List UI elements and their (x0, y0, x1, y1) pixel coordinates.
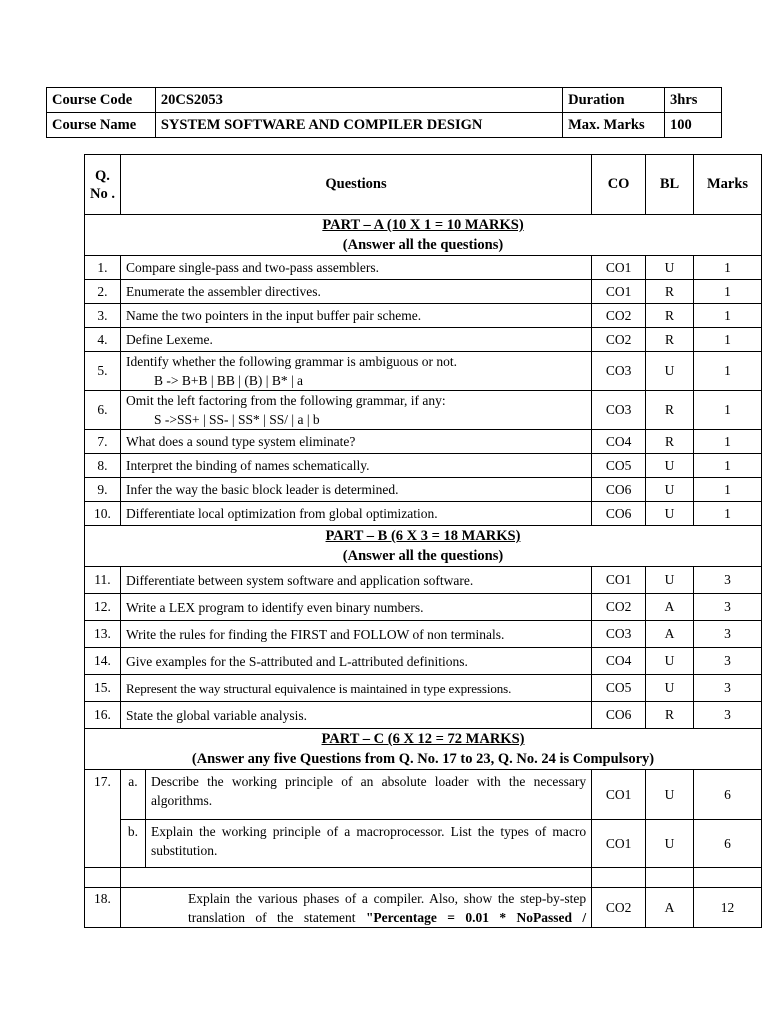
question-text: Write a LEX program to identify even binary numbers. (120, 594, 591, 621)
question-bl: U (646, 352, 694, 391)
part-a-header (85, 215, 762, 256)
question-bl: U (646, 820, 694, 868)
co-header: CO (592, 155, 646, 215)
empty-cell (120, 868, 591, 888)
question-co: CO5 (592, 454, 646, 478)
question-co: CO4 (592, 648, 646, 675)
question-co: CO5 (592, 675, 646, 702)
question-text (120, 888, 591, 928)
question-row (85, 648, 762, 675)
question-number: 7. (85, 430, 121, 454)
course-info-table (46, 87, 722, 138)
question-marks: 1 (694, 454, 762, 478)
question-text: State the global variable analysis. (120, 702, 591, 729)
course-code: 20CS2053 (155, 88, 562, 113)
question-number: 3. (85, 304, 121, 328)
question-co: CO6 (592, 702, 646, 729)
question-marks: 3 (694, 648, 762, 675)
question-row (85, 391, 762, 430)
question-row (85, 702, 762, 729)
question-co: CO2 (592, 594, 646, 621)
question-number: 17. (85, 770, 121, 868)
question-number: 4. (85, 328, 121, 352)
question-bl: A (646, 594, 694, 621)
question-text: Enumerate the assembler directives. (120, 280, 591, 304)
duration-label: Duration (563, 88, 665, 113)
question-marks: 1 (694, 478, 762, 502)
question-bl: U (646, 648, 694, 675)
question-bl: U (646, 770, 694, 820)
duration: 3hrs (665, 88, 722, 113)
question-co: CO1 (592, 280, 646, 304)
question-text: Give examples for the S-attributed and L-attributed definitions. (120, 648, 591, 675)
question-bl: U (646, 502, 694, 526)
question-text: Differentiate between system software and application software. (120, 567, 591, 594)
subquestion-label: a. (120, 770, 145, 820)
question-text: Explain the working principle of a macroprocessor. List the types of macro substitution. (145, 820, 591, 868)
question-text (120, 391, 591, 430)
question-marks: 3 (694, 567, 762, 594)
course-code-label: Course Code (47, 88, 156, 113)
question-row (85, 328, 762, 352)
question-row (85, 280, 762, 304)
statement-code: "Percentage = 0.01 * NoPassed / (365, 910, 587, 925)
question-bl: A (646, 621, 694, 648)
question-text: Differentiate local optimization from global optimization. (120, 502, 591, 526)
question-number: 12. (85, 594, 121, 621)
marks-header: Marks (694, 155, 762, 215)
question-co: CO3 (592, 391, 646, 430)
question-number: 16. (85, 702, 121, 729)
question-co: CO3 (592, 352, 646, 391)
question-co: CO6 (592, 502, 646, 526)
question-marks: 1 (694, 256, 762, 280)
question-text: Represent the way structural equivalence is maintained in type expressions. (120, 675, 591, 702)
question-bl: R (646, 702, 694, 729)
max-marks: 100 (665, 113, 722, 138)
question-row (85, 430, 762, 454)
question-bl: R (646, 280, 694, 304)
part-a-instruction: (Answer all the questions) (342, 237, 504, 253)
spacer-row (85, 868, 762, 888)
part-c-title: PART – C (6 X 12 = 72 MARKS) (321, 731, 525, 747)
question-row (85, 352, 762, 391)
part-b-header (85, 526, 762, 567)
question-text: Infer the way the basic block leader is determined. (120, 478, 591, 502)
question-co: CO1 (592, 770, 646, 820)
question-co: CO1 (592, 567, 646, 594)
question-text: Name the two pointers in the input buffer pair scheme. (120, 304, 591, 328)
question-row (85, 304, 762, 328)
question-marks: 3 (694, 675, 762, 702)
question-co: CO6 (592, 478, 646, 502)
question-co: CO2 (592, 304, 646, 328)
question-co: CO2 (592, 328, 646, 352)
question-bl: U (646, 454, 694, 478)
question-bl: A (646, 888, 694, 928)
question-row (85, 770, 762, 820)
question-bl: R (646, 391, 694, 430)
part-b-title: PART – B (6 X 3 = 18 MARKS) (325, 528, 521, 544)
part-c-header (85, 729, 762, 770)
empty-cell (592, 868, 646, 888)
question-number: 15. (85, 675, 121, 702)
question-text: What does a sound type system eliminate? (120, 430, 591, 454)
question-marks: 1 (694, 352, 762, 391)
part-a-title: PART – A (10 X 1 = 10 MARKS) (322, 217, 524, 233)
question-marks: 1 (694, 391, 762, 430)
question-co: CO3 (592, 621, 646, 648)
question-row (85, 820, 762, 868)
question-row (85, 675, 762, 702)
question-line: Identify whether the following grammar is ambiguous or not. (125, 354, 458, 369)
question-number: 18. (85, 888, 121, 928)
qno-header: Q. No . (85, 155, 121, 215)
question-co: CO1 (592, 256, 646, 280)
grammar-line: S ->SS+ | SS- | SS* | SS/ | a | b (153, 412, 320, 427)
question-marks: 3 (694, 702, 762, 729)
question-bl: U (646, 567, 694, 594)
question-bl: R (646, 304, 694, 328)
empty-cell (85, 868, 121, 888)
question-marks: 6 (694, 820, 762, 868)
question-co: CO1 (592, 820, 646, 868)
question-text: Define Lexeme. (120, 328, 591, 352)
question-co: CO2 (592, 888, 646, 928)
question-row (85, 478, 762, 502)
question-marks: 1 (694, 280, 762, 304)
question-bl: R (646, 328, 694, 352)
question-number: 10. (85, 502, 121, 526)
question-row (85, 888, 762, 928)
question-text: Describe the working principle of an absolute loader with the necessary algorithms. (145, 770, 591, 820)
question-marks: 3 (694, 594, 762, 621)
question-marks: 1 (694, 502, 762, 526)
question-bl: U (646, 256, 694, 280)
question-bl: U (646, 478, 694, 502)
question-marks: 6 (694, 770, 762, 820)
question-row (85, 502, 762, 526)
question-number: 8. (85, 454, 121, 478)
question-number: 9. (85, 478, 121, 502)
questions-header: Questions (120, 155, 591, 215)
question-number: 14. (85, 648, 121, 675)
question-row (85, 454, 762, 478)
question-text: Write the rules for finding the FIRST and FOLLOW of non terminals. (120, 621, 591, 648)
question-marks: 12 (694, 888, 762, 928)
question-bl: U (646, 675, 694, 702)
question-number: 5. (85, 352, 121, 391)
course-name: SYSTEM SOFTWARE AND COMPILER DESIGN (155, 113, 562, 138)
part-c-instruction: (Answer any five Questions from Q. No. 17 to 23, Q. No. 24 is Compulsory) (191, 751, 655, 767)
question-text (120, 352, 591, 391)
question-marks: 1 (694, 430, 762, 454)
question-marks: 3 (694, 621, 762, 648)
question-bl: R (646, 430, 694, 454)
question-text: Interpret the binding of names schematically. (120, 454, 591, 478)
question-row (85, 567, 762, 594)
bl-header: BL (646, 155, 694, 215)
question-line: Omit the left factoring from the following grammar, if any: (125, 393, 446, 408)
question-row (85, 256, 762, 280)
question-co: CO4 (592, 430, 646, 454)
empty-cell (694, 868, 762, 888)
question-text: Compare single-pass and two-pass assemblers. (120, 256, 591, 280)
questions-table (84, 154, 762, 928)
question-number: 11. (85, 567, 121, 594)
part-b-instruction: (Answer all the questions) (342, 548, 504, 564)
question-marks: 1 (694, 304, 762, 328)
subquestion-label: b. (120, 820, 145, 868)
question-number: 1. (85, 256, 121, 280)
question-number: 2. (85, 280, 121, 304)
question-line: Explain the various phases of a compiler. Also, show the step-by-step translation of the statement (187, 891, 587, 925)
question-row (85, 621, 762, 648)
max-marks-label: Max. Marks (563, 113, 665, 138)
question-row (85, 594, 762, 621)
empty-cell (646, 868, 694, 888)
question-marks: 1 (694, 328, 762, 352)
question-number: 6. (85, 391, 121, 430)
question-number: 13. (85, 621, 121, 648)
course-name-label: Course Name (47, 113, 156, 138)
grammar-line: B -> B+B | BB | (B) | B* | a (153, 373, 304, 388)
